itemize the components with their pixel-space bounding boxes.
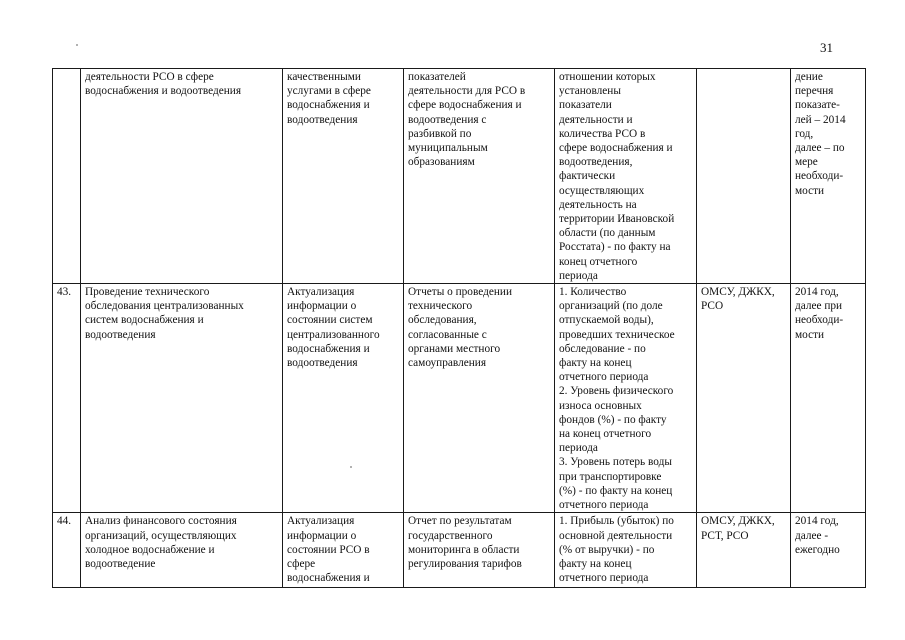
deadline-cell: 2014 год, далее при необходи- мости bbox=[791, 284, 866, 513]
purpose-cell: Актуализация информации о состоянии систем централизованного водоснабжения и водоотведения bbox=[283, 284, 404, 513]
scan-speck bbox=[76, 44, 78, 46]
purpose-cell: качественными услугами в сфере водоснабжения и водоотведения bbox=[283, 69, 404, 284]
scan-speck bbox=[350, 466, 352, 468]
indicator-cell: 1. Прибыль (убыток) по основной деятельности (% от выручки) - по факту на конец отчетного периода bbox=[555, 513, 697, 588]
row-number-cell: 43. bbox=[53, 284, 81, 513]
indicator-cell: 1. Количество организаций (по доле отпускаемой воды), проведших техническое обследование - по факту на конец отчетного периода 2. Уровень физического износа основных фондов (%) - по факту на конец отчетного периода 3. Уровень потерь воды при транспортировке (%) - по факту на конец отчетного периода bbox=[555, 284, 697, 513]
activity-cell: Анализ финансового состояния организаций, осуществляющих холодное водоснабжение и водоотведение bbox=[81, 513, 283, 588]
measures-table bbox=[52, 68, 866, 588]
result-cell: Отчеты о проведении технического обследования, согласованные с органами местного самоуправления bbox=[404, 284, 555, 513]
executors-cell: ОМСУ, ДЖКХ, РСТ, РСО bbox=[697, 513, 791, 588]
result-cell: Отчет по результатам государственного мониторинга в области регулирования тарифов bbox=[404, 513, 555, 588]
table-row bbox=[53, 284, 866, 513]
row-number-cell bbox=[53, 69, 81, 284]
page-number: 31 bbox=[820, 40, 833, 55]
table-row bbox=[53, 513, 866, 588]
executors-cell bbox=[697, 69, 791, 284]
activity-cell: Проведение технического обследования централизованных систем водоснабжения и водоотведения bbox=[81, 284, 283, 513]
activity-cell: деятельности РСО в сфере водоснабжения и водоотведения bbox=[81, 69, 283, 284]
indicator-cell: отношении которых установлены показатели деятельности и количества РСО в сфере водоснабжения и водоотведения, фактически осуществляющих деятельность на территории Ивановской области (по данным Росстата) - по факту на конец отчетного периода bbox=[555, 69, 697, 284]
executors-cell: ОМСУ, ДЖКХ, РСО bbox=[697, 284, 791, 513]
deadline-cell: дение перечня показате- лей – 2014 год, далее – по мере необходи- мости bbox=[791, 69, 866, 284]
table-row bbox=[53, 69, 866, 284]
deadline-cell: 2014 год, далее - ежегодно bbox=[791, 513, 866, 588]
purpose-cell: Актуализация информации о состоянии РСО в сфере водоснабжения и bbox=[283, 513, 404, 588]
result-cell: показателей деятельности для РСО в сфере водоснабжения и водоотведения с разбивкой по муниципальным образованиям bbox=[404, 69, 555, 284]
row-number-cell: 44. bbox=[53, 513, 81, 588]
